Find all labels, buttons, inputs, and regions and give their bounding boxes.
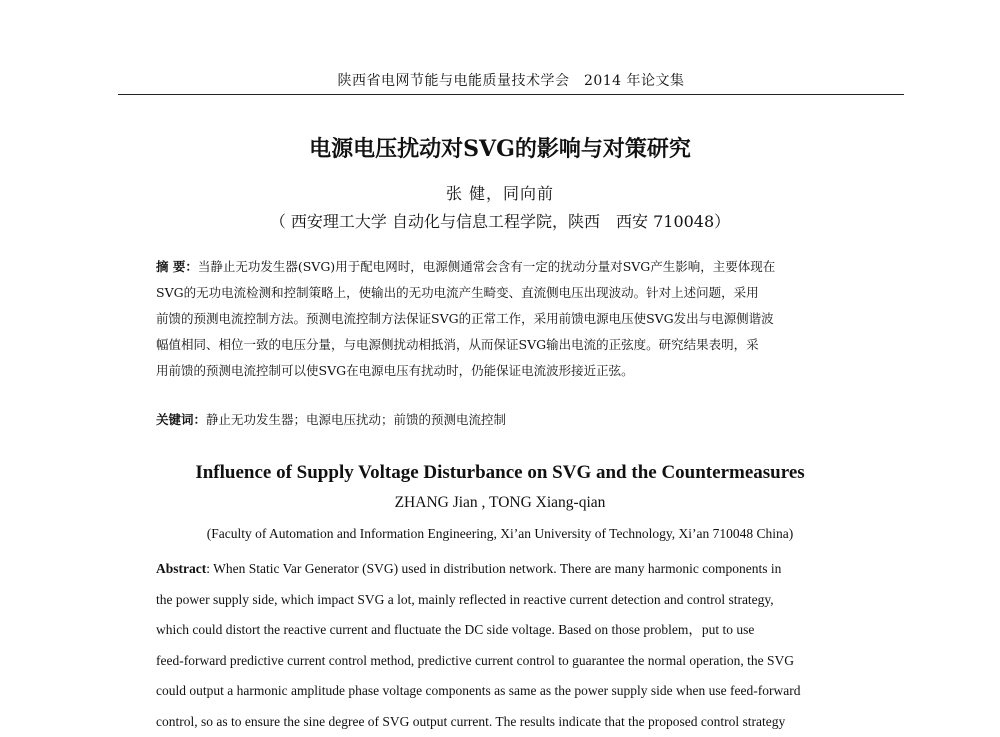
affiliation-chinese: （ 西安理工大学 自动化与信息工程学院，陕西 西安 710048）	[0, 209, 1000, 232]
abstract-english-text: : When Static Var Generator (SVG) used in distribution network. There are many harmonic components in	[206, 561, 781, 576]
paper-title-english: Influence of Supply Voltage Disturbance on SVG and the Countermeasures	[0, 462, 1000, 484]
abstract-english-line	[156, 554, 868, 585]
abstract-label-english: Abstract	[156, 561, 206, 576]
authors-english: ZHANG Jian , TONG Xiang-qian	[0, 494, 1000, 512]
abstract-english	[156, 554, 868, 737]
header-divider	[118, 94, 904, 95]
abstract-english-line: feed-forward predictive current control method, predictive current control to guarantee the normal operation, the SVG	[156, 646, 868, 677]
abstract-english-line: which could distort the reactive current and fluctuate the DC side voltage. Based on those problem，put to use	[156, 615, 868, 646]
abstract-chinese-line: 前馈的预测电流控制方法。预测电流控制方法保证SVG的正常工作，采用前馈电源电压使SVG发出与电源侧谐波	[156, 306, 868, 332]
abstract-english-line: the power supply side, which impact SVG a lot, mainly reflected in reactive current detection and control strategy,	[156, 585, 868, 616]
abstract-chinese-text: 当静止无功发生器(SVG)用于配电网时，电源侧通常会含有一定的扰动分量对SVG产生影响，主要体现在	[198, 259, 775, 274]
abstract-chinese-line: 幅值相同、相位一致的电压分量，与电源侧扰动相抵消，从而保证SVG输出电流的正弦度。研究结果表明，采	[156, 332, 868, 358]
keywords-chinese-text: 静止无功发生器；电源电压扰动；前馈的预测电流控制	[206, 412, 506, 427]
abstract-chinese	[156, 254, 868, 384]
keywords-chinese	[156, 410, 868, 430]
abstract-chinese-line: SVG的无功电流检测和控制策略上，使输出的无功电流产生畸变、直流侧电压出现波动。针对上述问题，采用	[156, 280, 868, 306]
affiliation-english: (Faculty of Automation and Information Engineering, Xi’an University of Technology, Xi’an 710048 China)	[0, 526, 1000, 542]
abstract-english-line: could output a harmonic amplitude phase voltage components as same as the power supply side when use feed-forward	[156, 676, 868, 707]
authors-chinese: 张 健，同向前	[0, 181, 1000, 204]
abstract-chinese-line: 用前馈的预测电流控制可以使SVG在电源电压有扰动时，仍能保证电流波形接近正弦。	[156, 358, 868, 384]
keywords-label-chinese: 关键词：	[156, 412, 206, 427]
abstract-label-chinese: 摘 要：	[156, 259, 198, 274]
journal-header: 陕西省电网节能与电能质量技术学会 2014 年论文集	[118, 70, 904, 90]
abstract-chinese-line	[156, 254, 868, 280]
abstract-english-line: control, so as to ensure the sine degree of SVG output current. The results indicate that the proposed control strategy	[156, 707, 868, 737]
paper-title-chinese: 电源电压扰动对SVG的影响与对策研究	[0, 132, 1000, 163]
